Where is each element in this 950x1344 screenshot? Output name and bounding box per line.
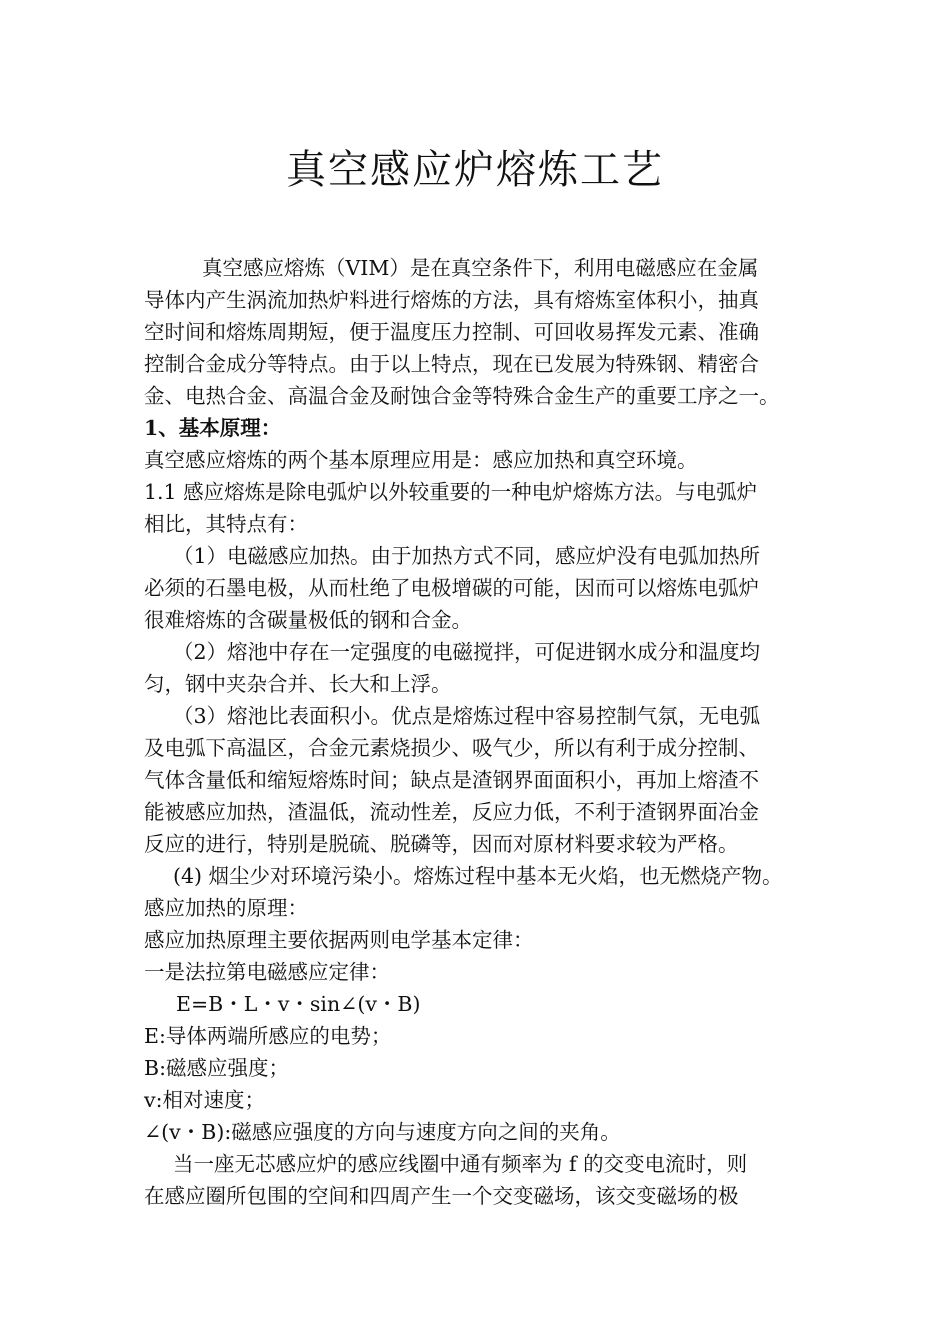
list-item-line: （2）熔池中存在一定强度的电磁搅拌，可促进钢水成分和温度均 bbox=[173, 640, 761, 664]
paragraph-line: 在感应圈所包围的空间和四周产生一个交变磁场，该交变磁场的极 bbox=[144, 1184, 739, 1208]
formula-line: E=B・L・v・sin∠(v・B) bbox=[176, 992, 421, 1016]
paragraph-line: 1.1 感应熔炼是除电弧炉以外较重要的一种电炉熔炼方法。与电弧炉 bbox=[144, 480, 758, 504]
paragraph-line: 真空感应熔炼（VIM）是在真空条件下，利用电磁感应在金属 bbox=[202, 256, 759, 280]
list-item-line: （3）熔池比表面积小。优点是熔炼过程中容易控制气氛，无电弧 bbox=[173, 704, 761, 728]
paragraph-line: 感应加热原理主要依据两则电学基本定律： bbox=[144, 928, 534, 952]
list-item-line: 能被感应加热，渣温低，流动性差，反应力低，不利于渣钢界面冶金 bbox=[144, 800, 759, 824]
document-title: 真空感应炉熔炼工艺 bbox=[286, 147, 664, 193]
list-item-line: 气体含量低和缩短熔炼时间；缺点是渣钢界面面积小，再加上熔渣不 bbox=[144, 768, 759, 792]
section-heading: 1、基本原理： bbox=[144, 416, 282, 440]
list-item-line: 反应的进行，特别是脱硫、脱磷等，因而对原材料要求较为严格。 bbox=[144, 832, 739, 856]
paragraph-line: 导体内产生涡流加热炉料进行熔炼的方法，具有熔炼室体积小，抽真 bbox=[144, 288, 759, 312]
paragraph-line: 感应加热的原理： bbox=[144, 896, 308, 920]
paragraph-line: 空时间和熔炼周期短，便于温度压力控制、可回收易挥发元素、准确 bbox=[144, 320, 759, 344]
list-item-line: 及电弧下高温区，合金元素烧损少、吸气少，所以有利于成分控制、 bbox=[144, 736, 759, 760]
paragraph-line: 一是法拉第电磁感应定律： bbox=[144, 960, 390, 984]
definition-line: ∠(v・B):磁感应强度的方向与速度方向之间的夹角。 bbox=[144, 1120, 621, 1144]
list-item-line: (4) 烟尘少对环境污染小。熔炼过程中基本无火焰，也无燃烧产物。 bbox=[173, 864, 783, 888]
paragraph-line: 当一座无芯感应炉的感应线圈中通有频率为 f 的交变电流时，则 bbox=[173, 1152, 748, 1176]
definition-line: B:磁感应强度； bbox=[144, 1056, 289, 1080]
document-body bbox=[144, 252, 810, 1212]
list-item-line: （1）电磁感应加热。由于加热方式不同，感应炉没有电弧加热所 bbox=[173, 544, 761, 568]
paragraph-line: 相比，其特点有： bbox=[144, 512, 308, 536]
paragraph-line: 控制合金成分等特点。由于以上特点，现在已发展为特殊钢、精密合 bbox=[144, 352, 759, 376]
definition-line: v:相对速度； bbox=[144, 1088, 265, 1112]
definition-line: E:导体两端所感应的电势； bbox=[144, 1024, 392, 1048]
paragraph-line: 金、电热合金、高温合金及耐蚀合金等特殊合金生产的重要工序之一。 bbox=[144, 384, 780, 408]
paragraph-line: 真空感应熔炼的两个基本原理应用是：感应加热和真空环境。 bbox=[144, 448, 698, 472]
list-item-line: 必须的石墨电极，从而杜绝了电极增碳的可能，因而可以熔炼电弧炉 bbox=[144, 576, 759, 600]
list-item-line: 匀，钢中夹杂合并、长大和上浮。 bbox=[144, 672, 452, 696]
list-item-line: 很难熔炼的含碳量极低的钢和合金。 bbox=[144, 608, 472, 632]
